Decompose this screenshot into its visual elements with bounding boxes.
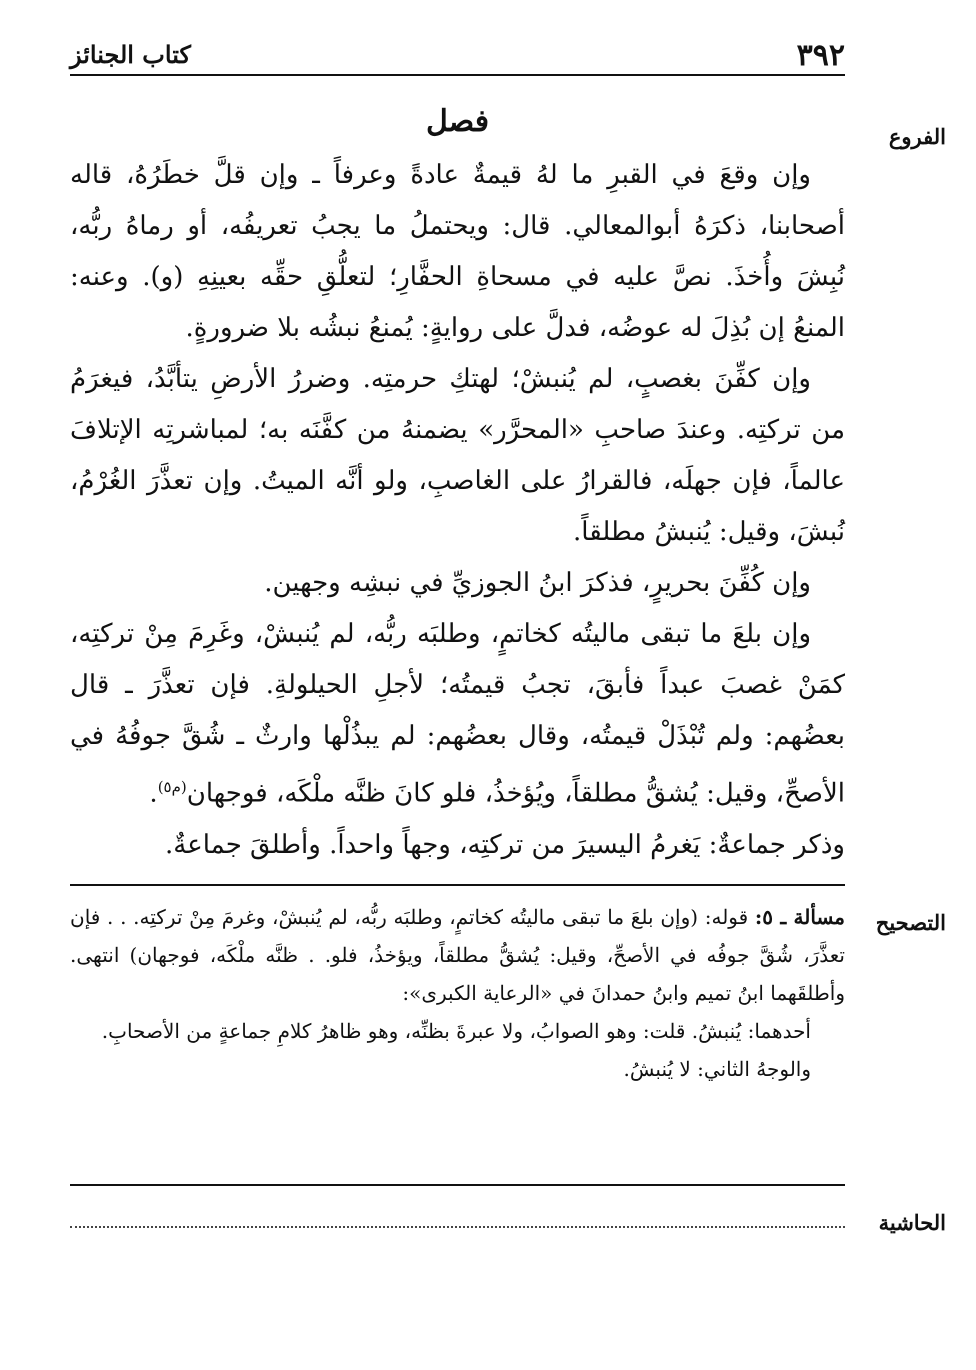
running-title: كتاب الجنائز <box>70 40 191 69</box>
footnote-marker: (م٥) <box>157 778 187 796</box>
main-paragraph: وإن بلعَ ما تبقى ماليتُه كخاتمٍ، وطلبَه ربُّه، لم يُنبشْ، وغَرِمَ مِنْ تركتِه، كمَنْ غصبَ عبداً فأبقَ، تجبُ قيمتُه؛ لأجلِ الحيلولةِ. فإن تعذَّرَ ـ قال بعضُهم: ولم تُبْذَلْ قيمتُه، وقال بعضُهم: لم يبذُلْها وارثٌ ـ شُقَّ جوفُهُ في الأصحِّ، وقيل: يُشقُّ مطلقاً، ويُؤخذُ، فلو كانَ ظنَّه ملْكَه، فوجهان$^{(م٥)}$. <box>70 619 845 809</box>
main-paragraph: وإن وقعَ في القبرِ ما لهُ قيمةٌ عادةً وعرفاً ـ وإن قلَّ خطَرُهُ، قاله أصحابنا، ذكرَهُ أبوالمعالي. قال: ويحتملُ ما يجبُ تعريفُه، أو رماهُ ربُّه، نُبِشَ وأُخذَ. نصَّ عليه في مسحاةِ الحفَّارِ؛ لتعلُّقِ حقِّه بعينِهِ (و). وعنه: المنعُ إن بُذِلَ له عوضُه، فدلَّ على روايةٍ: يُمنعُ نبشُه بلا ضرورةٍ. <box>70 160 845 343</box>
main-paragraph: وإن كُفِّنَ بحريرٍ، فذكرَ ابنُ الجوزيِّ في نبشِه وجهين. <box>264 568 811 598</box>
masala-text: قوله: (وإن بلعَ ما تبقى ماليتُه كخاتمٍ، وطلبَه ربُّه، لم يُنبشْ، وغرمَ مِنْ تركتِه. . . فإن تعذَّرَ، شُقَّ جوفُه في الأصحِّ، وقيل: يُشقُّ مطلقاً، ويؤخذُ، فلو. . ظنَّه ملْكَه، فوجهان) انتهى. وأطلقَهما ابنُ تميم وابنُ حمدانَ في «الرعاية الكبرى»: <box>70 905 845 1005</box>
main-text <box>70 150 845 871</box>
masala-label: مسألة ـ ٥: <box>754 905 845 929</box>
side-label-hashiya: الحاشية <box>878 1210 946 1235</box>
section-rule <box>70 884 845 886</box>
paragraph-text: وإن بلعَ ما تبقى ماليتُه كخاتمٍ، وطلبَه ربُّه، لم يُنبشْ، وغَرِمَ مِنْ تركتِه، كمَنْ غصبَ عبداً فأبقَ، تجبُ قيمتُه؛ لأجلِ الحيلولةِ. فإن تعذَّرَ ـ قال بعضُهم: ولم تُبْذَلْ قيمتُه، وقال بعضُهم: لم يبذُلْها وارثٌ ـ شُقَّ جوفُهُ في الأصحِّ، وقيل: يُشقُّ مطلقاً، ويُؤخذُ، فلو كانَ ظنَّه ملْكَه، فوجهان <box>70 619 845 809</box>
dotted-line <box>70 1226 845 1228</box>
page-header <box>70 30 845 76</box>
section-title: فصل <box>425 104 490 139</box>
tashih-paragraph <box>70 898 845 1012</box>
header-rule <box>70 74 845 76</box>
side-label-tashih: التصحيح <box>875 910 946 935</box>
tashih-paragraph: والوجهُ الثاني: لا يُنبشُ. <box>623 1057 811 1081</box>
side-label-furu: الفروع <box>888 124 946 149</box>
page-number: ٣٩٢ <box>796 38 845 73</box>
main-paragraph: وذكر جماعةٌ: يَغرمُ اليسيرَ من تركتِه، وجهاً واحداً. وأطلقَ جماعةٌ. <box>165 829 845 860</box>
tashih-text <box>70 898 845 1088</box>
main-paragraph: وإن كفِّنَ بغصبٍ، لم يُنبشْ؛ لهتكِ حرمتِه. وضررُ الأرضِ يتأبَّدُ، فيغرَمُ من تركتِه. وعندَ صاحبِ «المحرَّر» يضمنهُ من كفَّنَه به؛ لمباشرتِه الإتلافَ عالماً، فإن جهلَه، فالقرارُ على الغاصبِ، ولو أنَّه الميتُ. وإن تعذَّرَ الغُرْمُ، نُبشَ، وقيل: يُنبشُ مطلقاً. <box>70 364 845 547</box>
tashih-paragraph: أحدهما: يُنبشُ. قلت: وهو الصوابُ، ولا عبرةَ بظنِّه، وهو ظاهرُ كلامِ جماعةٍ من الأصحابِ. <box>101 1019 811 1043</box>
section-rule <box>70 1184 845 1186</box>
